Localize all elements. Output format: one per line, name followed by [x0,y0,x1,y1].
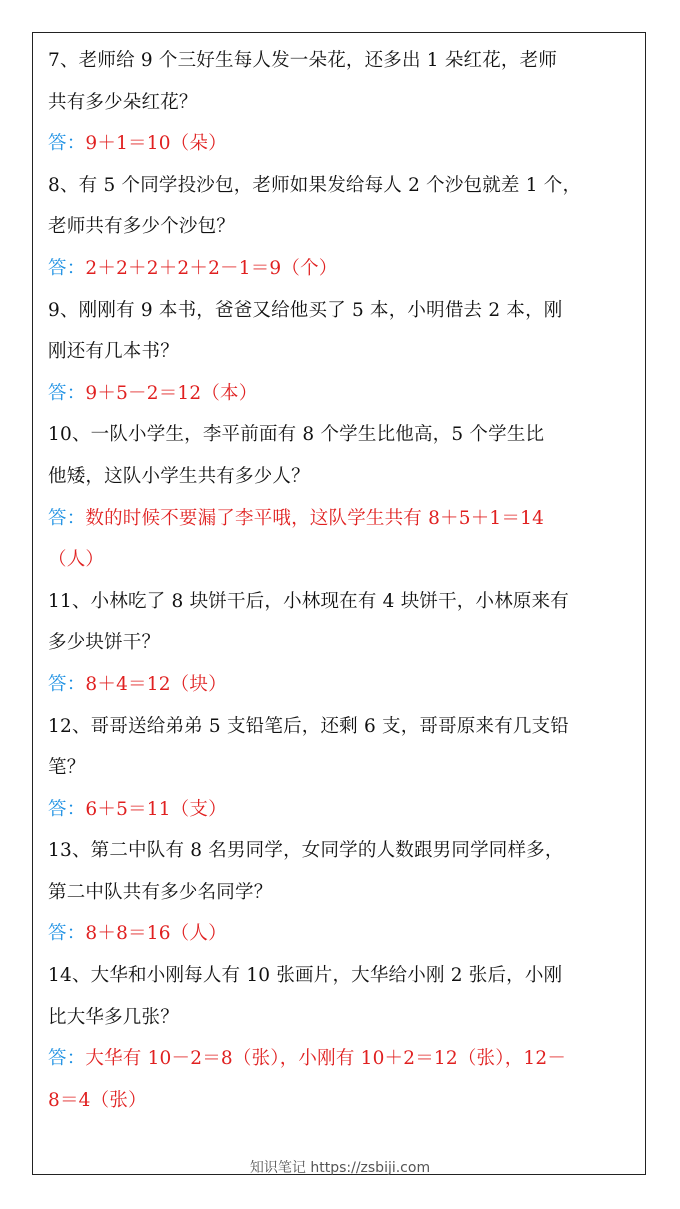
answer-label: 答： [48,133,86,155]
question-text-line: 12、哥哥送给弟弟 5 支铅笔后，还剩 6 支，哥哥原来有几支铅 [48,715,570,737]
question-text-line: 笔？ [48,757,86,779]
question-block [48,830,640,955]
question-text-line: 刚还有几本书？ [48,341,179,363]
answer-line [48,373,640,415]
question-text-line: 9、刚刚有 9 本书，爸爸又给他买了 5 本，小明借去 2 本，刚 [48,299,563,321]
answer-line [48,789,640,831]
answer-text: 6＋5＝11（支） [85,798,227,820]
question-block [48,290,640,415]
answer-line [48,1038,640,1080]
question-block [48,165,640,290]
question-block [48,581,640,706]
answer-line [48,539,640,581]
answer-text: （人） [48,549,105,571]
question-text-line: 14、大华和小刚每人有 10 张画片，大华给小刚 2 张后，小刚 [48,965,563,987]
footer-watermark: 知识笔记 https://zsbiji.com [249,1160,431,1176]
answer-label: 答： [48,507,86,529]
question-block [48,955,640,1121]
answer-text: 2＋2＋2＋2＋2－1＝9（个） [85,257,338,279]
question-text-line: 7、老师给 9 个三好生每人发一朵花，还多出 1 朵红花，老师 [48,50,558,71]
answer-line [48,123,640,165]
answer-text: 大华有 10－2＝8（张），小刚有 10＋2＝12（张），12－ [85,1048,567,1070]
question-text-line: 多少块饼干？ [48,632,161,654]
question-text-line: 13、第二中队有 8 名男同学，女同学的人数跟男同学同样多， [48,840,564,862]
question-text-line: 共有多少朵红花？ [48,91,198,113]
answer-label: 答： [48,798,86,820]
answer-label: 答： [48,673,86,695]
question-text-line: 老师共有多少个沙包？ [48,216,236,238]
answer-label: 答： [48,257,86,279]
answer-line [48,913,640,955]
question-text-line: 8、有 5 个同学投沙包，老师如果发给每人 2 个沙包就差 1 个， [48,174,582,196]
question-text-line: 11、小林吃了 8 块饼干后，小林现在有 4 块饼干，小林原来有 [48,590,570,612]
question-text-line: 他矮，这队小学生共有多少人？ [48,465,310,487]
answer-label: 答： [48,382,86,404]
answer-text: 9＋5－2＝12（本） [85,382,258,404]
problem-list [48,40,640,1121]
question-block [48,706,640,831]
answer-label: 答： [48,1048,86,1070]
answer-line [48,664,640,706]
question-block [48,414,640,580]
answer-line [48,248,640,290]
answer-line [48,498,640,540]
answer-text: 数的时候不要漏了李平哦，这队学生共有 8＋5＋1＝14 [85,507,545,529]
question-text-line: 比大华多几张？ [48,1006,179,1028]
answer-text: 8＝4（张） [48,1089,147,1111]
answer-label: 答： [48,923,86,945]
question-text-line: 第二中队共有多少名同学？ [48,881,273,903]
question-text-line: 10、一队小学生，李平前面有 8 个学生比他高，5 个学生比 [48,424,545,446]
answer-text: 9＋1＝10（朵） [85,133,227,155]
answer-text: 8＋8＝16（人） [85,923,227,945]
question-block [48,40,640,165]
answer-text: 8＋4＝12（块） [85,673,227,695]
answer-line [48,1080,640,1122]
